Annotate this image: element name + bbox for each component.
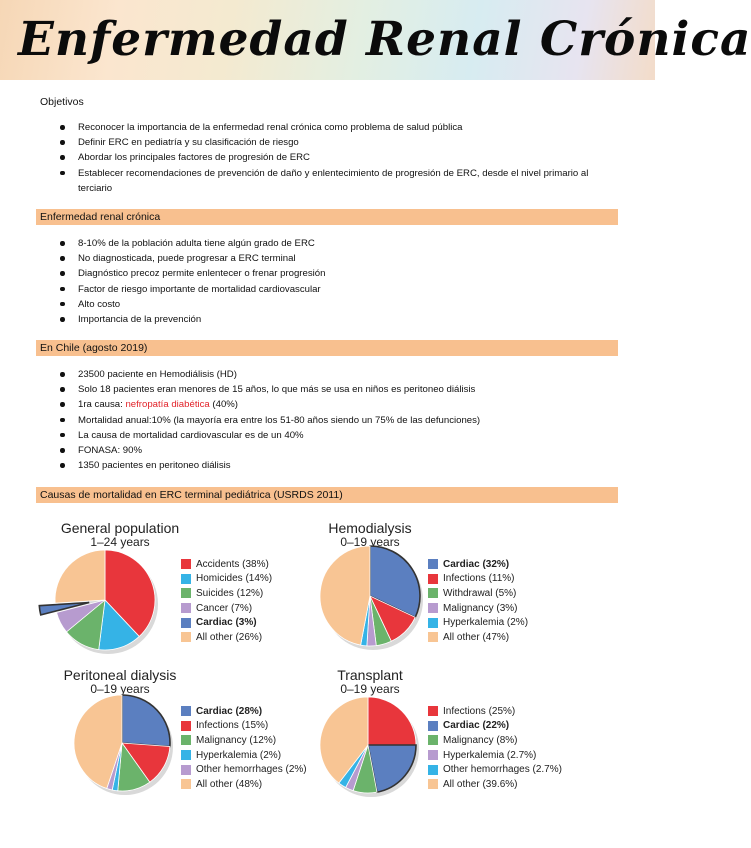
list-item: Definir ERC en pediatría y su clasificación de riesgo [56, 135, 616, 150]
objectives-label: Objetivos [40, 96, 84, 108]
legend-label: Cancer (7%) [196, 602, 253, 614]
legend-swatch [428, 721, 438, 731]
legend-transplant [428, 704, 562, 792]
section-heading-mortality: Causas de mortalidad en ERC terminal pediátrica (USRDS 2011) [36, 487, 618, 503]
legend-label: Suicides (12%) [196, 587, 264, 599]
legend-swatch [428, 779, 438, 789]
legend-swatch [428, 706, 438, 716]
chart-title: Transplant [337, 667, 403, 683]
section-heading-chile: En Chile (agosto 2019) [36, 340, 618, 356]
legend-label: Cardiac (22%) [443, 720, 510, 732]
legend-label: Homicides (14%) [196, 573, 273, 585]
legend-entry-all-other [428, 777, 562, 792]
legend-label: Infections (11%) [443, 573, 515, 585]
list-item: Importancia de la prevención [56, 312, 616, 327]
list-item: FONASA: 90% [56, 443, 616, 458]
legend-label: Malignancy (8%) [443, 734, 518, 746]
legend-label: Cardiac (3%) [196, 617, 257, 629]
item-prefix: 1ra causa: [78, 399, 126, 411]
list-item: No diagnosticada, puede progresar a ERC terminal [56, 251, 616, 266]
chart-title: General population [60, 520, 180, 536]
legend-entry-cardiac [428, 719, 562, 734]
highlight-text: nefropatía diabética [125, 399, 210, 411]
legend-label: Cardiac (32%) [443, 558, 510, 570]
list-item: Abordar los principales factores de progresión de ERC [56, 150, 616, 165]
legend-label: Accidents (38%) [196, 558, 269, 570]
chart-subtitle: 0–19 years [340, 682, 400, 696]
list-item: 23500 paciente en Hemodiálisis (HD) [56, 367, 616, 382]
legend-label: Malignancy (12%) [196, 734, 277, 746]
legend-label: Other hemorrhages (2%) [196, 764, 307, 776]
pie-slice-infections [368, 697, 416, 745]
legend-label: Cardiac (28%) [196, 705, 263, 717]
chart-subtitle: 1–24 years [90, 535, 150, 549]
legend-entry-malignancy [428, 733, 562, 748]
legend-label: All other (47%) [443, 631, 510, 643]
legend-label: Infections (25%) [443, 705, 516, 717]
chart-title: Hemodialysis [328, 520, 412, 536]
legend-label: All other (39.6%) [443, 778, 518, 790]
list-item: Solo 18 pacientes eran menores de 15 años, lo que más se usa en niños es peritoneo diálisis [56, 382, 616, 397]
legend-label: Hyperkalemia (2%) [196, 749, 282, 761]
chart-subtitle: 0–19 years [90, 682, 150, 696]
list-item: La causa de mortalidad cardiovascular es de un 40% [56, 428, 616, 443]
legend-entry-hyperkalemia [428, 748, 562, 763]
list-item: 8-10% de la población adulta tiene algún grado de ERC [56, 236, 616, 251]
legend-label: Hyperkalemia (2%) [443, 617, 529, 629]
list-item: Mortalidad anual:10% (la mayoría era entre los 51-80 años siendo un 75% de las defunciones) [56, 413, 616, 428]
item-suffix: (40%) [209, 399, 239, 411]
chart-subtitle: 0–19 years [340, 535, 400, 549]
legend-label: All other (26%) [196, 631, 263, 643]
legend-entry-other-hemorrhages [428, 762, 562, 777]
list-item: Factor de riesgo importante de mortalidad cardiovascular [56, 282, 616, 297]
legend-label: Infections (15%) [196, 720, 269, 732]
list-item: Diagnóstico precoz permite enlentecer o frenar progresión [56, 266, 616, 281]
legend-swatch [428, 735, 438, 745]
list-item: Reconocer la importancia de la enfermedad renal crónica como problema de salud pública [56, 120, 616, 135]
page-title: Enfermedad Renal Crónica [18, 12, 751, 67]
list-item: Alto costo [56, 297, 616, 312]
chart-title: Peritoneal dialysis [63, 667, 177, 683]
legend-label: All other (48%) [196, 778, 263, 790]
legend-swatch [428, 750, 438, 760]
legend-label: Malignancy (3%) [443, 602, 518, 614]
legend-label: Hyperkalemia (2.7%) [443, 749, 537, 761]
legend-entry-infections [428, 704, 562, 719]
list-item: Establecer recomendaciones de prevención de daño y enlentecimiento de progresión de ERC, desde el nivel primario al terciario [56, 166, 616, 196]
legend-swatch [428, 765, 438, 775]
section-heading-erc: Enfermedad renal crónica [36, 209, 618, 225]
list-item: 1350 pacientes en peritoneo diálisis [56, 458, 616, 473]
legend-label: Withdrawal (5%) [443, 587, 517, 599]
legend-label: Other hemorrhages (2.7%) [443, 764, 562, 776]
